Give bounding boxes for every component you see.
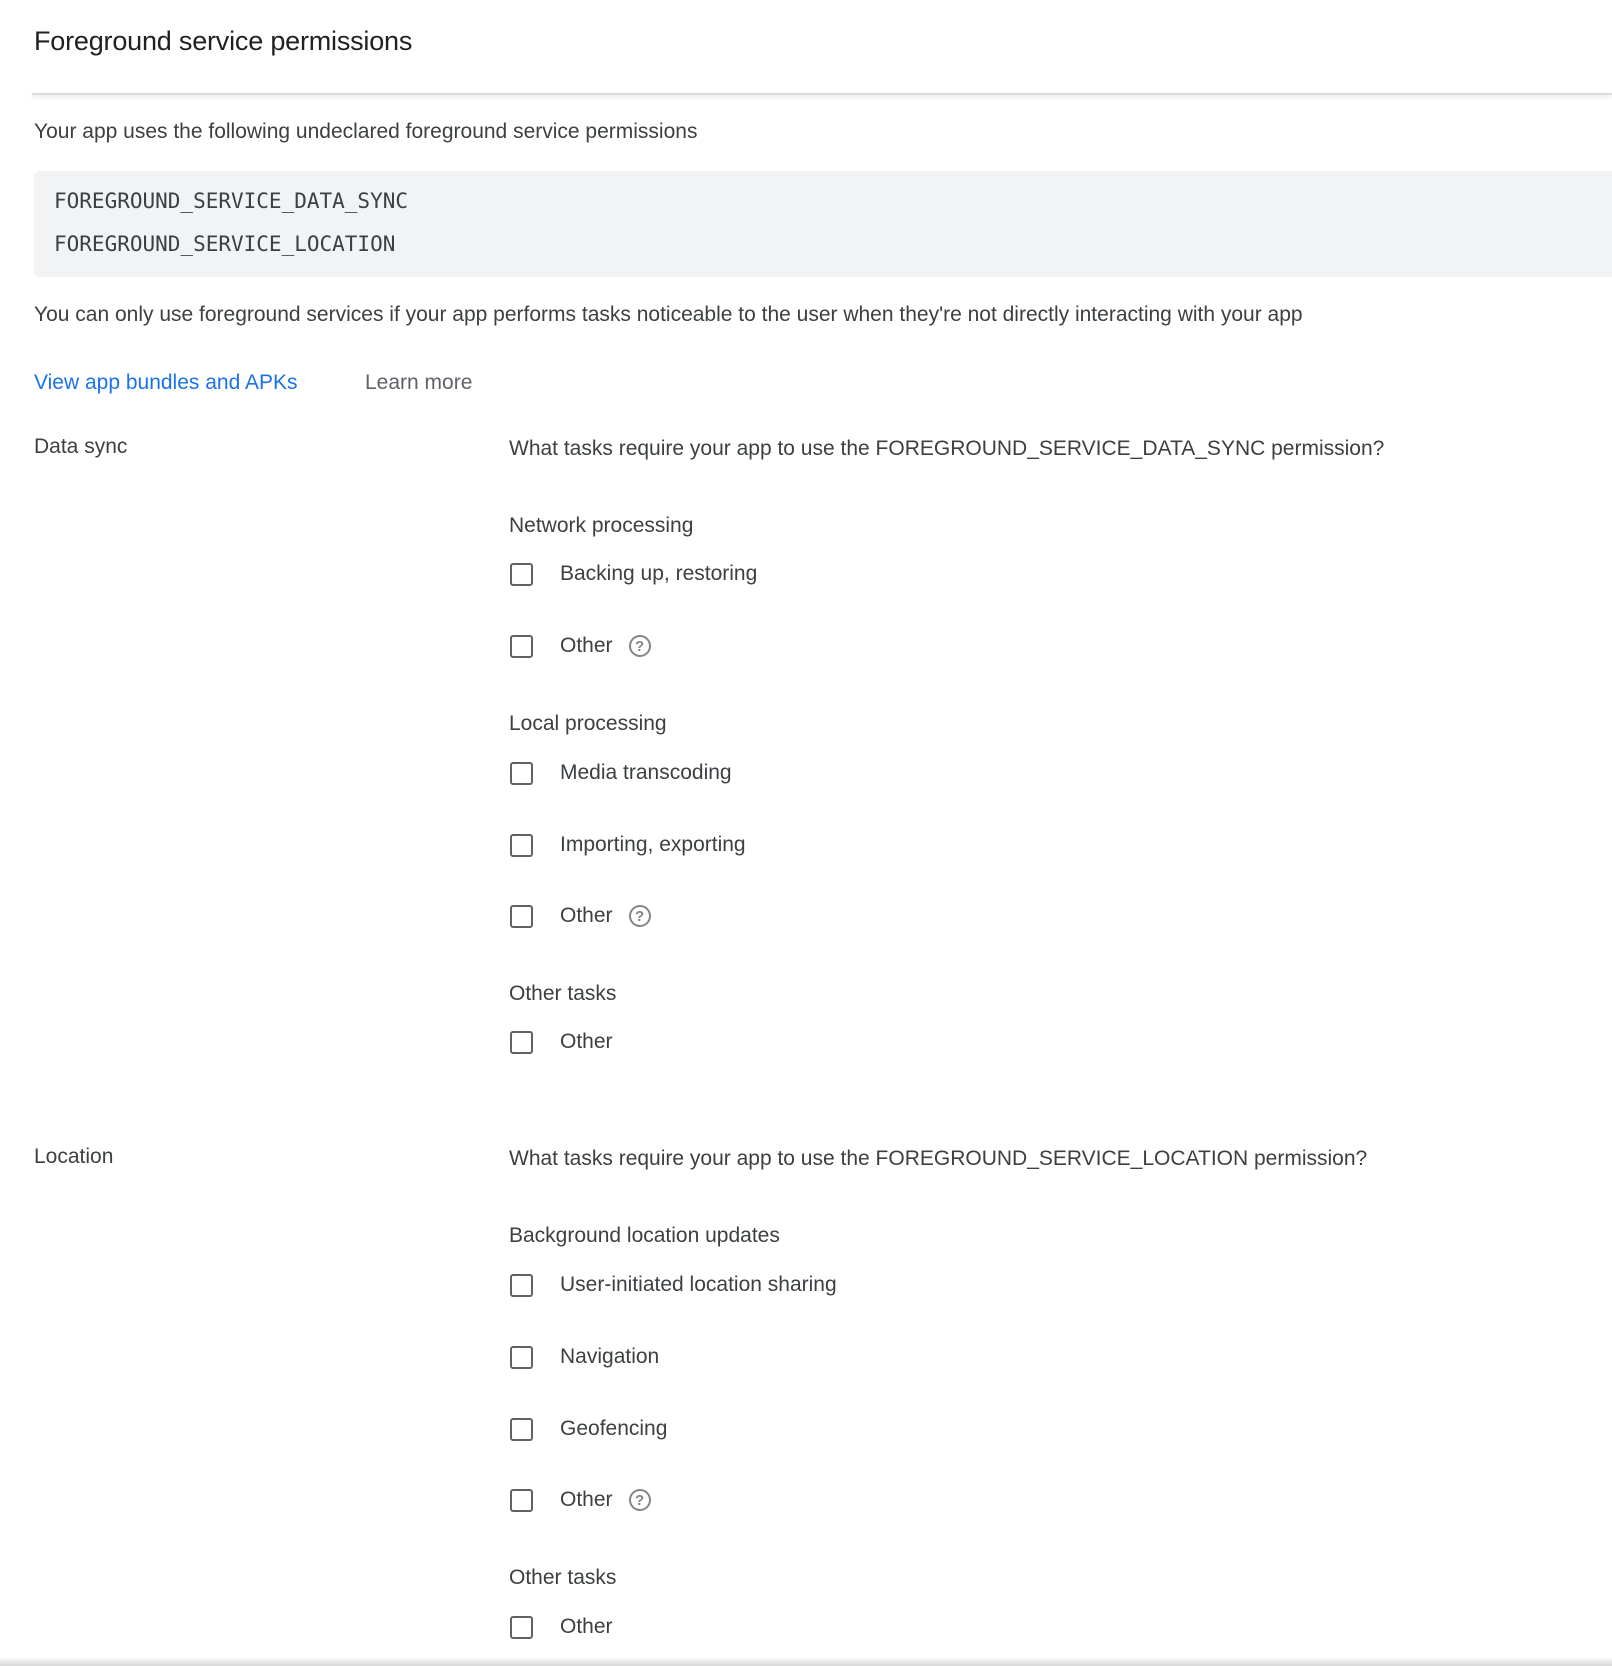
option-media-transcoding[interactable]	[510, 758, 732, 788]
option-label: Other	[560, 1030, 613, 1053]
note-text: You can only use foreground services if your app performs tasks noticeable to the user when they're not directly interacting with your app	[34, 303, 1303, 326]
option-label: Other	[560, 1488, 613, 1511]
option-label: Other	[560, 904, 613, 927]
option-label: Other	[560, 634, 613, 657]
checkbox[interactable]	[510, 905, 533, 928]
checkbox[interactable]	[510, 1031, 533, 1054]
option-network-other[interactable]	[510, 631, 651, 661]
permissions-code-block	[34, 171, 1612, 277]
view-app-bundles-link[interactable]: View app bundles and APKs	[34, 371, 298, 394]
section-label-location: Location	[34, 1145, 114, 1168]
learn-more-link[interactable]: Learn more	[365, 371, 473, 394]
option-label: Importing, exporting	[560, 833, 746, 856]
checkbox[interactable]	[510, 1489, 533, 1512]
location-question: What tasks require your app to use the FOREGROUND_SERVICE_LOCATION permission?	[509, 1147, 1368, 1170]
section-label-data-sync: Data sync	[34, 435, 128, 458]
option-location-other[interactable]	[510, 1485, 651, 1515]
data-sync-question: What tasks require your app to use the FOREGROUND_SERVICE_DATA_SYNC permission?	[509, 437, 1385, 460]
option-other-tasks-other[interactable]	[510, 1027, 613, 1057]
option-label: Geofencing	[560, 1417, 668, 1440]
checkbox[interactable]	[510, 563, 533, 586]
option-geofencing[interactable]	[510, 1414, 667, 1444]
page-title: Foreground service permissions	[34, 26, 413, 56]
checkbox[interactable]	[510, 1274, 533, 1297]
checkbox[interactable]	[510, 834, 533, 857]
help-icon[interactable]: ?	[629, 635, 651, 657]
header-divider	[32, 93, 1612, 95]
checkbox[interactable]	[510, 762, 533, 785]
bottom-shadow-bar	[0, 1657, 1612, 1666]
group-label-background-location: Background location updates	[509, 1224, 780, 1247]
checkbox[interactable]	[510, 1346, 533, 1369]
intro-text: Your app uses the following undeclared foreground service permissions	[34, 120, 698, 143]
permission-code-line: FOREGROUND_SERVICE_DATA_SYNC	[54, 189, 409, 213]
checkbox[interactable]	[510, 1418, 533, 1441]
option-label: User-initiated location sharing	[560, 1273, 837, 1296]
checkbox[interactable]	[510, 635, 533, 658]
option-importing-exporting[interactable]	[510, 830, 746, 860]
option-label: Backing up, restoring	[560, 562, 758, 585]
help-icon[interactable]: ?	[629, 905, 651, 927]
option-location-other-tasks-other[interactable]	[510, 1612, 613, 1642]
option-local-other[interactable]	[510, 901, 651, 931]
help-icon[interactable]: ?	[629, 1489, 651, 1511]
checkbox[interactable]	[510, 1616, 533, 1639]
option-label: Media transcoding	[560, 761, 732, 784]
option-label: Navigation	[560, 1345, 660, 1368]
group-label-other-tasks: Other tasks	[509, 982, 617, 1005]
permission-code-line: FOREGROUND_SERVICE_LOCATION	[54, 232, 396, 256]
group-label-network-processing: Network processing	[509, 514, 694, 537]
option-label: Other	[560, 1615, 613, 1638]
group-label-other-tasks: Other tasks	[509, 1566, 617, 1589]
option-backing-up-restoring[interactable]	[510, 559, 757, 589]
group-label-local-processing: Local processing	[509, 712, 667, 735]
option-user-initiated-location-sharing[interactable]	[510, 1270, 837, 1300]
option-navigation[interactable]	[510, 1342, 659, 1372]
